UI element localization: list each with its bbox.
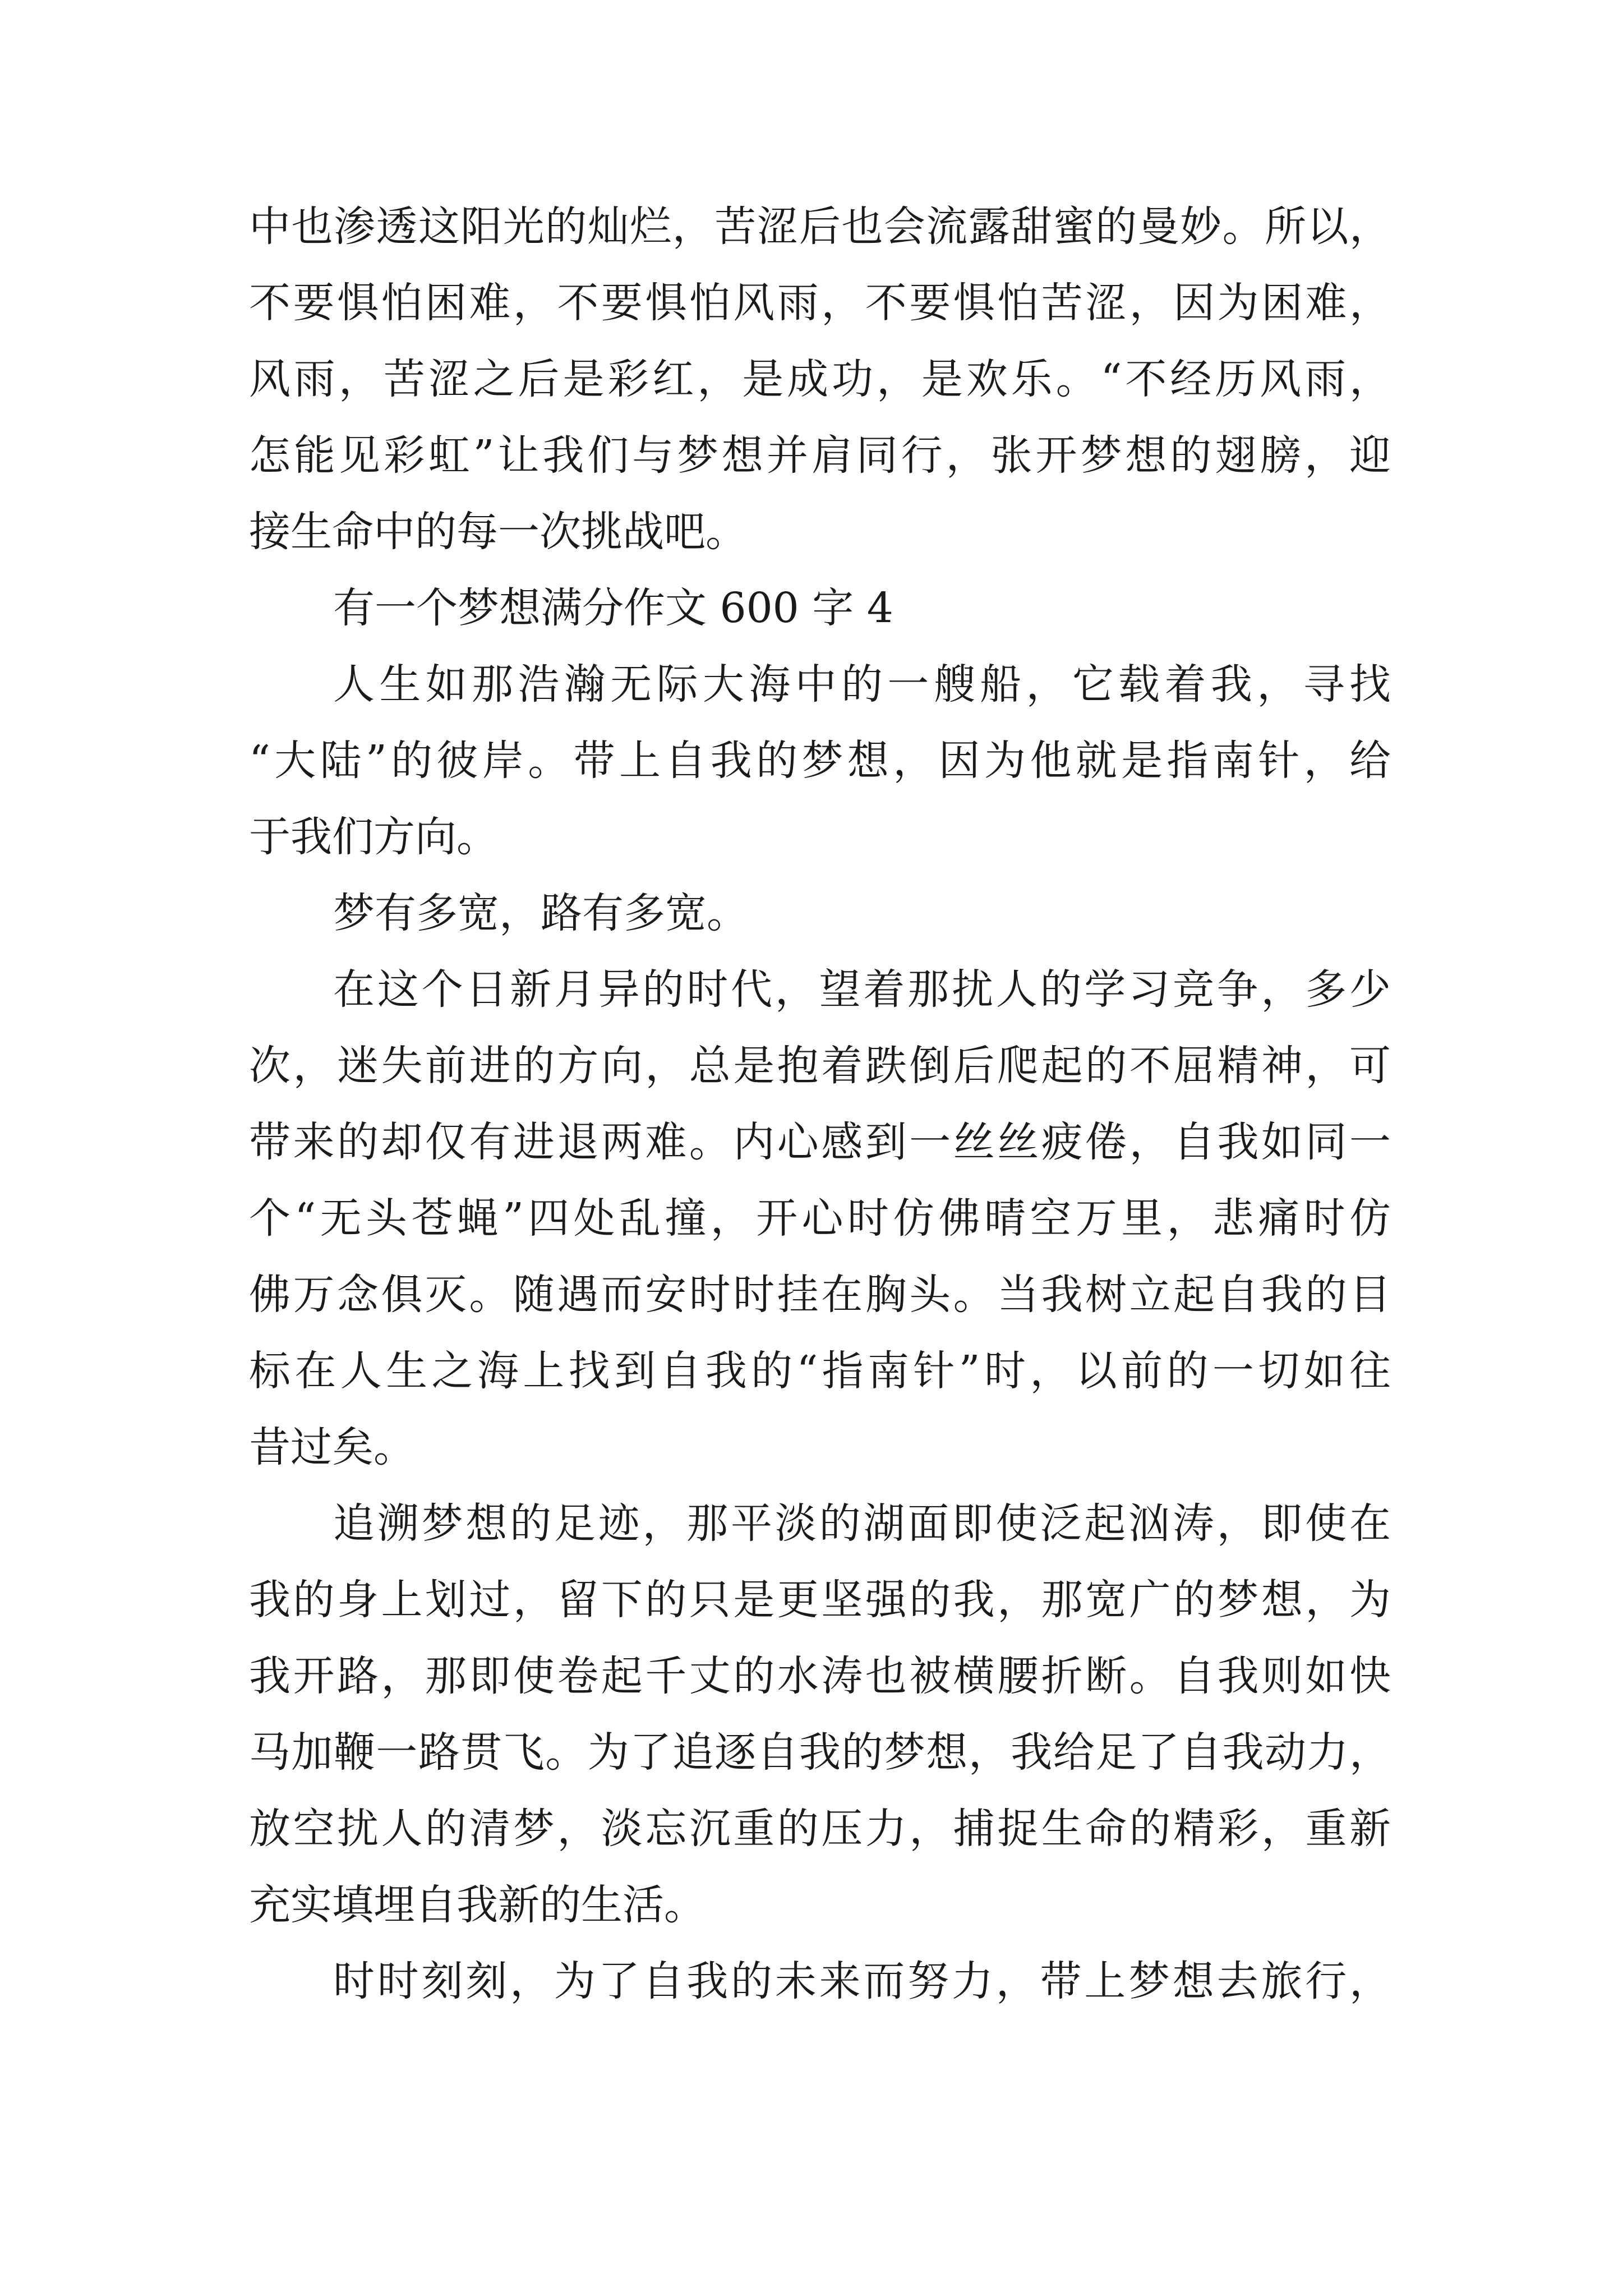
text-line: 于我们方向。 — [249, 813, 498, 861]
text-line: 中也渗透这阳光的灿烂，苦涩后也会流露甜蜜的曼妙。所以， — [249, 203, 1391, 251]
text-line: 时时刻刻，为了自我的未来而努力，带上梦想去旅行， — [333, 1957, 1391, 2005]
text-line: 马加鞭一路贯飞。为了追逐自我的梦想，我给足了自我动力， — [249, 1728, 1391, 1777]
text-line: 次，迷失前进的方向，总是抱着跌倒后爬起的不屈精神，可 — [249, 1042, 1391, 1090]
text-line: 不要惧怕困难，不要惧怕风雨，不要惧怕苦涩，因为困难， — [249, 279, 1391, 327]
text-line: 接生命中的每一次挑战吧。 — [249, 508, 747, 556]
text-line: 人生如那浩瀚无际大海中的一艘船，它载着我，寻找 — [333, 660, 1391, 708]
essay-body — [249, 188, 1391, 2019]
text-line: 昔过矣。 — [249, 1423, 415, 1471]
text-line: 佛万念俱灭。随遇而安时时挂在胸头。当我树立起自我的目 — [249, 1271, 1391, 1319]
text-line: 在这个日新月异的时代，望着那扰人的学习竞争，多少 — [333, 965, 1391, 1014]
text-line: 风雨，苦涩之后是彩红，是成功，是欢乐。“不经历风雨， — [249, 355, 1391, 403]
text-line: 梦有多宽，路有多宽。 — [333, 889, 748, 937]
text-line: “大陆”的彼岸。带上自我的梦想，因为他就是指南针，给 — [249, 737, 1391, 785]
text-line: 标在人生之海上找到自我的“指南针”时，以前的一切如往 — [249, 1347, 1391, 1395]
text-line: 放空扰人的清梦，淡忘沉重的压力，捕捉生命的精彩，重新 — [249, 1805, 1391, 1853]
text-line: 个“无头苍蝇”四处乱撞，开心时仿佛晴空万里，悲痛时仿 — [249, 1194, 1391, 1243]
text-line: 我的身上划过，留下的只是更坚强的我，那宽广的梦想，为 — [249, 1576, 1391, 1624]
text-line: 追溯梦想的足迹，那平淡的湖面即使泛起汹涛，即使在 — [333, 1499, 1391, 1548]
text-line: 带来的却仅有进退两难。内心感到一丝丝疲倦，自我如同一 — [249, 1118, 1391, 1166]
text-line: 怎能见彩虹”让我们与梦想并肩同行，张开梦想的翅膀，迎 — [249, 431, 1391, 480]
text-line: 我开路，那即使卷起千丈的水涛也被横腰折断。自我则如快 — [249, 1652, 1391, 1700]
section-heading: 有一个梦想满分作文 600 字 4 — [333, 584, 893, 632]
text-line: 充实填埋自我新的生活。 — [249, 1881, 706, 1929]
